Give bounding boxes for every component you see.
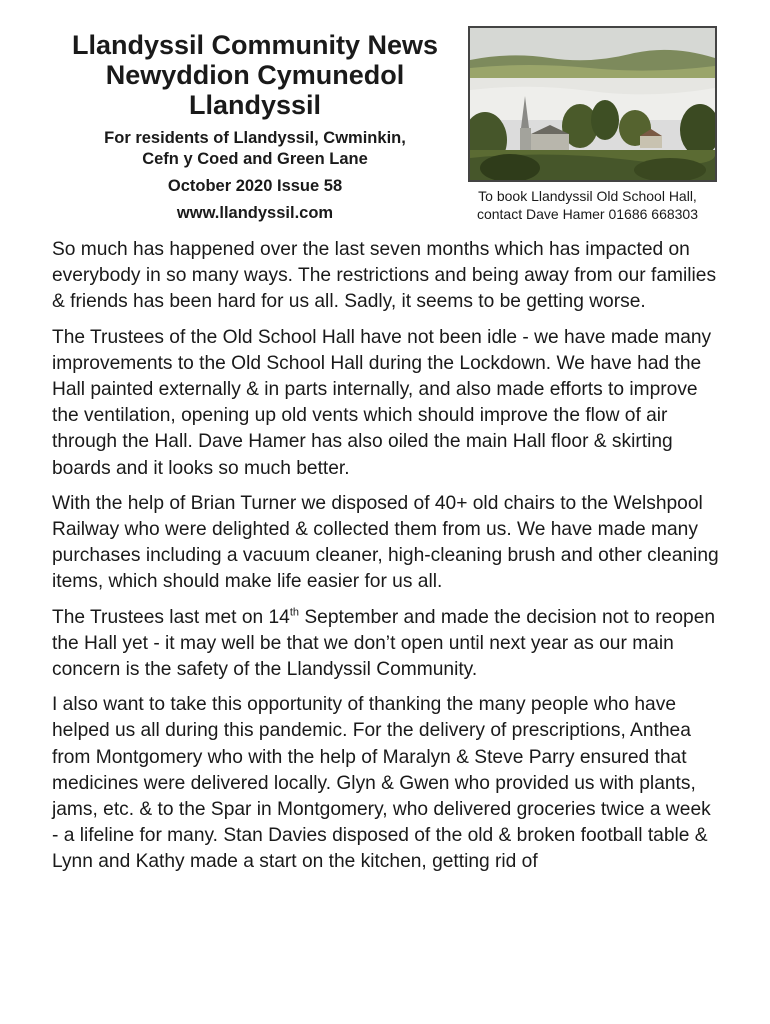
article-paragraph-3: With the help of Brian Turner we disposed of 40+ old chairs to the Welshpool Railway who were delighted & collected them from us. We have made many purchases including a vacuum cleaner, high-cleaning brush and other cleaning items, which should make life easier for us all. (52, 492, 719, 593)
article-paragraph-5: I also want to take this opportunity of thanking the many people who have helped us all during this pandemic. For the delivery of prescriptions, Anthea from Montgomery who with the help of Maralyn & Steve Parry ensured that medicines were delivered locally. Glyn & Gwen who provided us with plants, jams, etc. & to the Spar in Montgomery, who delivered groceries twice a week - a lifeline for many. Stan Davies disposed of the old & broken football table & Lynn and Kathy made a start on the kitchen, getting rid of (52, 694, 711, 873)
village-photo (468, 26, 717, 182)
newsletter-title-welsh-line2: Llandyssil (188, 90, 322, 120)
audience-line (40, 128, 470, 170)
ordinal-suffix: th (289, 606, 300, 619)
website-link[interactable]: www.llandyssil.com (176, 204, 334, 222)
newsletter-title: Llandyssil Community News (71, 30, 439, 60)
photo-caption-line-1: To book Llandyssil Old School Hall, (478, 188, 697, 204)
article-paragraph-4-end: September and made the decision not to reopen the Hall yet - it may well be that we don’t open until next year as our main concern is the safety of the Llandyssil Community. (52, 606, 716, 681)
article-body (52, 237, 722, 885)
article-paragraph-2: The Trustees of the Old School Hall have not been idle - we have made many improvements to the Old School Hall during the Lockdown. We have had the Hall painted externally & in parts internally, and also made efforts to improve the ventilation, opening up old vents which should improve the flow of air through the Hall. Dave Hamer has also oiled the main Hall floor & skirting boards and it looks so much better. (52, 326, 712, 479)
audience-line-2: Cefn y Coed and Green Lane (142, 150, 368, 168)
newsletter-title-welsh-line1: Newyddion Cymunedol (105, 60, 405, 90)
masthead (40, 30, 470, 224)
village-landscape-image (470, 28, 715, 180)
issue-info: October 2020 Issue 58 (167, 177, 343, 195)
photo-caption (450, 187, 725, 223)
audience-line-1: For residents of Llandyssil, Cwminkin, (104, 129, 406, 147)
article-paragraph-4 (52, 605, 722, 684)
article-paragraph-1: So much has happened over the last seven months which has impacted on everybody in so many ways. The restrictions and being away from our families & friends has been hard for us all. Sadly, it seems to be getting worse. (52, 239, 717, 313)
article-paragraph-4-start: The Trustees last met on 14 (52, 606, 290, 628)
photo-caption-line-2: contact Dave Hamer 01686 668303 (476, 206, 699, 222)
